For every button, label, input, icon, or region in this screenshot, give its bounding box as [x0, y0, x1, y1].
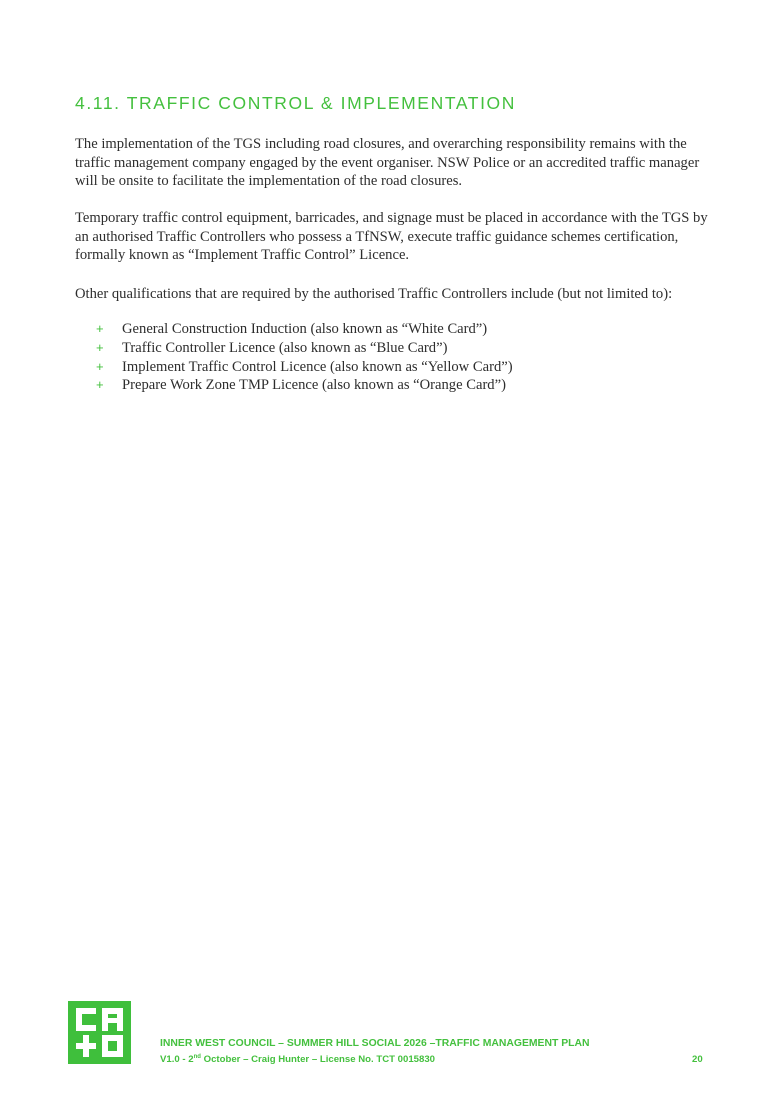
qualifications-list: [96, 320, 513, 395]
list-item: [96, 376, 513, 395]
footer-version-prefix: V1.0 - 2: [160, 1054, 194, 1065]
list-item: [96, 339, 513, 358]
paragraph-equipment: Temporary traffic control equipment, barricades, and signage must be placed in accordance with the TGS by an authorised Traffic Controllers who possess a TfNSW, execute traffic guidance schemes certification, formally known as “Implement Traffic Control” Licence.: [75, 210, 708, 263]
list-item-text: Traffic Controller Licence (also known as “Blue Card”): [122, 339, 448, 356]
list-item: [96, 358, 513, 377]
footer-version-superscript: nd: [193, 1054, 201, 1060]
plus-bullet-icon: +: [96, 358, 104, 374]
plus-bullet-icon: +: [96, 321, 104, 336]
list-item-text: Implement Traffic Control Licence (also known as “Yellow Card”): [122, 358, 513, 375]
company-logo: [68, 1001, 131, 1064]
plus-bullet-icon: +: [96, 339, 104, 355]
plus-bullet-icon: +: [96, 377, 104, 393]
list-item-text: General Construction Induction (also known as “White Card”): [122, 321, 488, 337]
logo-icon: [68, 1001, 131, 1064]
paragraph-qualifications: Other qualifications that are required by the authorised Traffic Controllers include (but not limited to):: [75, 286, 673, 302]
footer-version-suffix: October – Craig Hunter – License No. TCT 0015830: [200, 1054, 436, 1065]
footer-title: INNER WEST COUNCIL – SUMMER HILL SOCIAL 2026 –TRAFFIC MANAGEMENT PLAN: [160, 1038, 590, 1049]
footer-version: [160, 1054, 435, 1065]
page-number: 20: [692, 1054, 703, 1065]
section-heading: 4.11. TRAFFIC CONTROL & IMPLEMENTATION: [75, 93, 516, 113]
paragraph-implementation: The implementation of the TGS including road closures, and overarching responsibility remains with the traffic management company engaged by the event organiser. NSW Police or an accredited traffic manager will be onsite to facilitate the implementation of the road closures.: [75, 136, 700, 189]
list-item: [96, 320, 513, 339]
list-item-text: Prepare Work Zone TMP Licence (also known as “Orange Card”): [122, 377, 506, 394]
